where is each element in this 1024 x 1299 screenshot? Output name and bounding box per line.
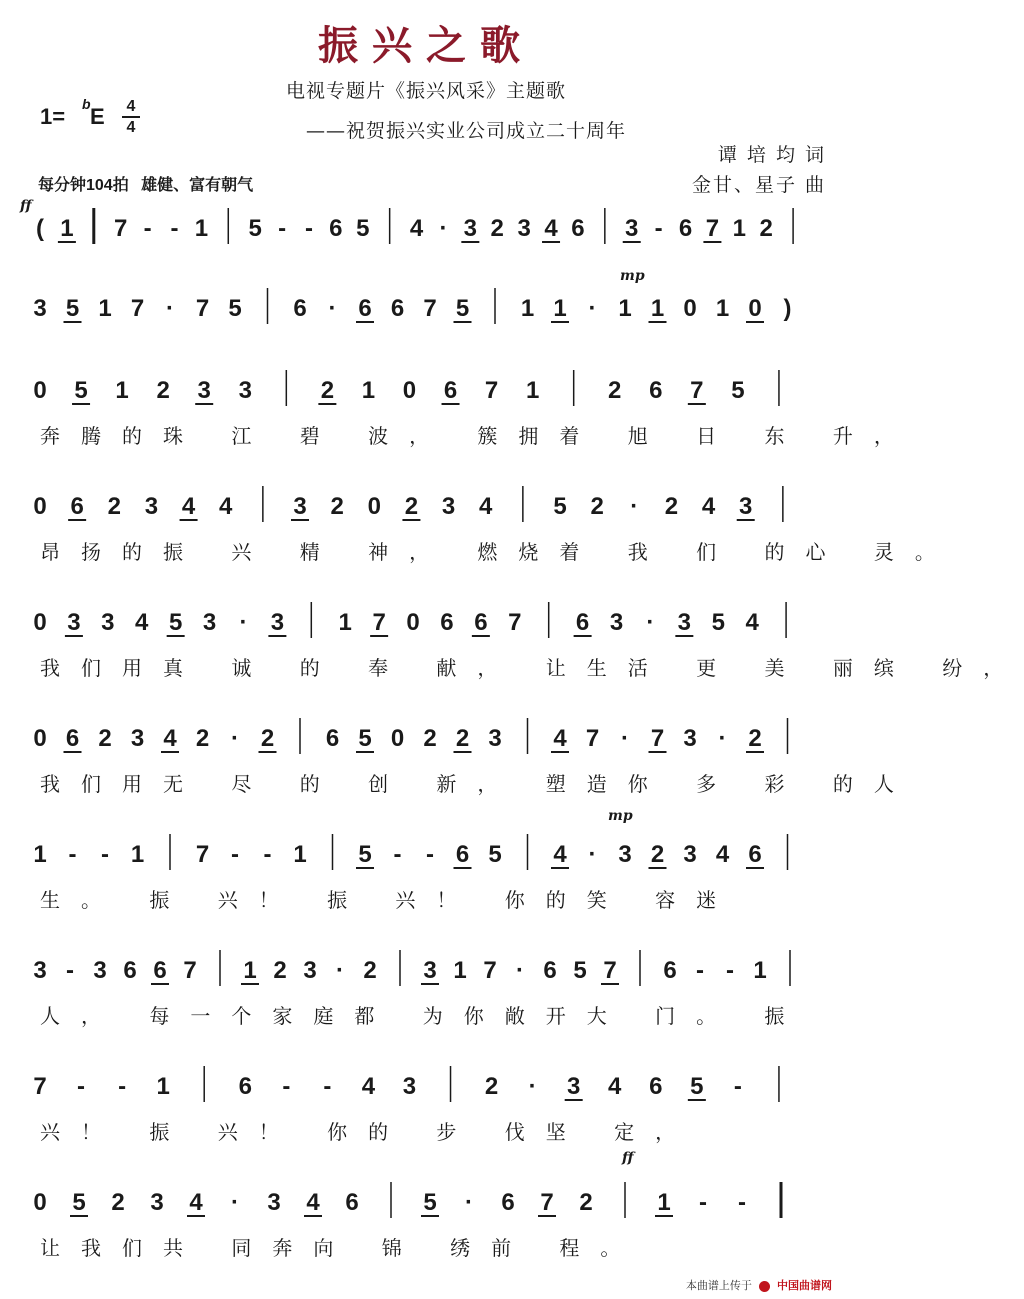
note-digit: 4 <box>544 215 558 242</box>
notation-line <box>30 478 830 528</box>
dynamic-ff: ff <box>20 198 32 214</box>
note-digit: 3 <box>144 493 159 520</box>
note-digit: 6 <box>748 841 762 868</box>
subtitle-primary: 电视专题片《振兴风采》主题歌 <box>285 80 566 102</box>
lyrics-line: 人， 每一个家庭都 为你敞开大 门。 振 <box>40 1004 806 1028</box>
note-digit: 5 <box>72 1189 86 1216</box>
note-digit: 2 <box>320 377 335 404</box>
notation-svg <box>30 200 830 254</box>
note-digit: 7 <box>195 841 210 868</box>
note-digit: 1 <box>156 1073 170 1100</box>
note-digit: 6 <box>501 1189 515 1216</box>
dash-note: - <box>263 841 272 868</box>
notation-line <box>30 1058 830 1108</box>
note-digit: 5 <box>711 609 725 636</box>
note-digit: 6 <box>358 295 372 322</box>
dash-note: - <box>426 841 434 868</box>
note-digit: 2 <box>98 725 112 752</box>
note-digit: 7 <box>650 725 665 752</box>
dash-note: - <box>304 215 313 242</box>
note-digit: 6 <box>663 957 677 984</box>
dot-mark: · <box>336 957 344 984</box>
note-digit: 3 <box>267 1189 281 1216</box>
notation-svg <box>30 826 830 880</box>
note-digit: 5 <box>74 377 88 404</box>
note-digit: 3 <box>625 215 639 242</box>
notation-line <box>30 1174 830 1224</box>
note-digit: 4 <box>189 1189 203 1216</box>
dash-note: - <box>696 957 704 984</box>
dash-note: - <box>282 1073 291 1100</box>
note-digit: 3 <box>93 957 107 984</box>
note-digit: 5 <box>690 1073 704 1100</box>
note-digit: 0 <box>33 377 47 404</box>
note-digit: 3 <box>423 957 437 984</box>
note-digit: 7 <box>508 609 522 636</box>
note-digit: 6 <box>543 957 557 984</box>
key-tonic: E <box>90 104 105 129</box>
note-digit: 0 <box>683 295 697 322</box>
note-digit: 2 <box>759 215 773 242</box>
note-digit: 6 <box>649 1073 663 1100</box>
note-digit: 5 <box>731 377 745 404</box>
note-digit: 6 <box>70 493 84 520</box>
dash-note: - <box>654 215 663 242</box>
note-digit: 3 <box>677 609 692 636</box>
dot-mark: · <box>646 609 655 636</box>
note-digit: 4 <box>219 493 233 520</box>
note-digit: 1 <box>525 377 540 404</box>
note-digit: 0 <box>748 295 762 322</box>
dot-mark: · <box>231 1189 239 1216</box>
note-digit: 4 <box>553 841 567 868</box>
note-digit: 6 <box>345 1189 359 1216</box>
dot-mark: · <box>231 725 239 752</box>
note-digit: 1 <box>650 295 665 322</box>
dash-note: - <box>77 1073 86 1100</box>
notation-svg <box>30 280 830 334</box>
note-digit: 4 <box>553 725 567 752</box>
dot-mark: · <box>588 295 597 322</box>
notation-line <box>30 280 830 330</box>
note-digit: 7 <box>585 725 600 752</box>
note-digit: 3 <box>463 215 478 242</box>
note-digit: 3 <box>101 609 115 636</box>
credits <box>692 140 826 200</box>
lyrics-line: 昂扬的振 兴 精 神， 燃烧着 我 们 的心 灵。 <box>40 540 956 564</box>
dot-mark: · <box>239 609 248 636</box>
note-digit: 0 <box>406 609 420 636</box>
note-digit: 3 <box>739 493 753 520</box>
note-digit: 6 <box>678 215 693 242</box>
note-digit: 1 <box>618 295 632 322</box>
notation-svg <box>30 710 830 764</box>
note-digit: 0 <box>402 377 417 404</box>
lyricist-credit: 谭 培 均 词 <box>717 144 826 166</box>
notation-line <box>30 710 830 760</box>
note-digit: 4 <box>701 493 716 520</box>
note-digit: 6 <box>649 377 663 404</box>
notation-svg <box>30 1174 830 1228</box>
note-digit: 1 <box>715 295 730 322</box>
note-digit: 6 <box>575 609 590 636</box>
note-digit: 5 <box>248 215 262 242</box>
note-digit: 5 <box>553 493 567 520</box>
note-digit: 4 <box>608 1073 622 1100</box>
note-digit: 1 <box>753 957 767 984</box>
note-digit: 2 <box>107 493 121 520</box>
note-digit: 0 <box>33 725 47 752</box>
note-digit: 3 <box>441 493 456 520</box>
note-digit: ( <box>36 215 44 242</box>
note-digit: 4 <box>715 841 730 868</box>
dot-mark: · <box>516 957 524 984</box>
dot-mark: · <box>328 295 337 322</box>
note-digit: 5 <box>358 841 372 868</box>
note-digit: 7 <box>690 377 704 404</box>
note-digit: 5 <box>423 1189 437 1216</box>
notation-line <box>30 826 830 876</box>
site-logo-icon <box>759 1281 770 1292</box>
note-digit: 6 <box>440 609 454 636</box>
note-digit: 0 <box>33 1189 47 1216</box>
note-digit: 7 <box>372 609 386 636</box>
dash-note: - <box>170 215 179 242</box>
note-digit: 7 <box>195 295 210 322</box>
lyrics-line: 我们用真 诚 的 奉 献， 让生活 更 美 丽缤 纷， <box>40 656 1024 680</box>
note-digit: 1 <box>194 215 209 242</box>
key-degree: 1= <box>40 104 66 129</box>
note-digit: 1 <box>98 295 112 322</box>
note-digit: 1 <box>243 957 257 984</box>
note-digit: 4 <box>361 1073 376 1100</box>
note-digit: 1 <box>657 1189 671 1216</box>
dot-mark: · <box>588 841 597 868</box>
site-name: 中国曲谱网 <box>777 1280 832 1292</box>
note-digit: 7 <box>114 215 128 242</box>
note-digit: 6 <box>390 295 405 322</box>
dash-note: - <box>231 841 239 868</box>
note-digit: 3 <box>488 725 502 752</box>
dash-note: - <box>738 1189 746 1216</box>
notation-svg <box>30 362 830 416</box>
note-digit: 2 <box>590 493 604 520</box>
note-digit: 0 <box>367 493 381 520</box>
note-digit: 3 <box>130 725 145 752</box>
note-digit: 7 <box>423 295 437 322</box>
note-digit: 3 <box>609 609 624 636</box>
lyrics-line: 兴！ 振 兴！ 你的 步 伐坚 定， <box>40 1120 697 1144</box>
notation-svg <box>30 942 830 996</box>
note-digit: 0 <box>33 609 47 636</box>
note-digit: 4 <box>409 215 424 242</box>
note-digit: 2 <box>664 493 679 520</box>
note-digit: 2 <box>608 377 622 404</box>
note-digit: 5 <box>356 215 370 242</box>
note-digit: 1 <box>130 841 145 868</box>
note-digit: 5 <box>488 841 502 868</box>
note-digit: 3 <box>402 1073 417 1100</box>
time-signature: 4 4 <box>122 98 140 136</box>
note-digit: ) <box>783 295 792 322</box>
note-digit: 3 <box>67 609 81 636</box>
dot-mark: · <box>528 1073 537 1100</box>
notation-line <box>30 942 830 992</box>
note-digit: 2 <box>484 1073 499 1100</box>
note-digit: 2 <box>363 957 377 984</box>
note-digit: 1 <box>33 841 47 868</box>
note-digit: 1 <box>520 295 535 322</box>
note-digit: 5 <box>65 295 80 322</box>
note-digit: 5 <box>573 957 587 984</box>
dynamic-mp: mp <box>620 268 645 284</box>
note-digit: 2 <box>260 725 275 752</box>
note-digit: 3 <box>618 841 632 868</box>
note-digit: 3 <box>303 957 317 984</box>
dot-mark: · <box>439 215 448 242</box>
note-digit: 7 <box>483 957 497 984</box>
note-digit: 2 <box>423 725 437 752</box>
note-digit: 3 <box>202 609 217 636</box>
note-digit: 5 <box>168 609 183 636</box>
note-digit: 4 <box>163 725 177 752</box>
note-digit: 1 <box>293 841 307 868</box>
note-digit: 7 <box>130 295 145 322</box>
dash-note: - <box>66 957 74 984</box>
note-digit: 6 <box>329 215 343 242</box>
page-title: 振兴之歌 <box>318 22 534 69</box>
dash-note: - <box>118 1073 127 1100</box>
tempo-mood: 雄健、富有朝气 <box>141 177 254 194</box>
note-digit: 0 <box>390 725 405 752</box>
note-digit: 6 <box>293 295 307 322</box>
lyrics-line: 奔腾的珠 江 碧 波， 簇拥着 旭 日 东 升， <box>40 424 915 448</box>
note-digit: 7 <box>603 957 617 984</box>
note-digit: 3 <box>683 841 697 868</box>
note-digit: 1 <box>115 377 129 404</box>
note-digit: 1 <box>361 377 376 404</box>
dot-mark: · <box>166 295 174 322</box>
note-digit: 4 <box>135 609 149 636</box>
note-digit: 3 <box>567 1073 581 1100</box>
notation-line <box>30 200 830 250</box>
lyrics-line: 我们用无 尽 的 创 新， 塑造你 多 彩 的人 <box>40 772 915 796</box>
note-digit: 5 <box>358 725 372 752</box>
subtitle-dedication: ——祝贺振兴实业公司成立二十周年 <box>305 120 626 142</box>
note-digit: 4 <box>181 493 196 520</box>
tempo-marking <box>38 172 253 195</box>
note-digit: 1 <box>60 215 74 242</box>
note-digit: 1 <box>732 215 746 242</box>
note-digit: 6 <box>455 841 470 868</box>
dot-mark: · <box>718 725 727 752</box>
note-digit: 0 <box>33 493 47 520</box>
note-digit: 4 <box>745 609 759 636</box>
flat-sign: b <box>82 96 91 112</box>
dash-note: - <box>726 957 734 984</box>
dynamic-mp: mp <box>608 808 633 824</box>
note-digit: 4 <box>306 1189 320 1216</box>
dash-note: - <box>68 841 77 868</box>
lyrics-line: 让我们共 同奔向 锦 绣前 程。 <box>40 1236 642 1260</box>
note-digit: 3 <box>150 1189 164 1216</box>
note-digit: 7 <box>183 957 197 984</box>
note-digit: 5 <box>455 295 470 322</box>
note-digit: 2 <box>330 493 344 520</box>
note-digit: 1 <box>553 295 567 322</box>
dash-note: - <box>323 1073 332 1100</box>
note-digit: 2 <box>156 377 170 404</box>
note-digit: 3 <box>683 725 697 752</box>
note-digit: 6 <box>571 215 585 242</box>
note-digit: 6 <box>65 725 80 752</box>
footer <box>686 1277 832 1293</box>
note-digit: 6 <box>238 1073 252 1100</box>
notation-svg <box>30 478 830 532</box>
note-digit: 2 <box>455 725 470 752</box>
note-digit: 1 <box>453 957 467 984</box>
notation-svg <box>30 1058 830 1112</box>
dot-mark: · <box>621 725 629 752</box>
dash-note: - <box>393 841 402 868</box>
dash-note: - <box>699 1189 707 1216</box>
dot-mark: · <box>465 1189 473 1216</box>
note-digit: 2 <box>404 493 419 520</box>
dynamic-ff: ff <box>622 1150 634 1166</box>
note-digit: 2 <box>490 215 504 242</box>
note-digit: 3 <box>293 493 307 520</box>
note-digit: 7 <box>705 215 720 242</box>
note-digit: 3 <box>33 957 47 984</box>
dash-note: - <box>101 841 109 868</box>
notation-line <box>30 594 830 644</box>
dot-mark: · <box>630 493 639 520</box>
note-digit: 7 <box>33 1073 47 1100</box>
dash-note: - <box>278 215 287 242</box>
note-digit: 6 <box>443 377 458 404</box>
tempo-bpm: 每分钟104拍 <box>38 177 129 194</box>
notation-svg <box>30 594 830 648</box>
note-digit: 2 <box>748 725 762 752</box>
dash-note: - <box>733 1073 742 1100</box>
note-digit: 1 <box>338 609 352 636</box>
note-digit: 3 <box>270 609 285 636</box>
note-digit: 3 <box>517 215 531 242</box>
note-digit: 6 <box>153 957 167 984</box>
note-digit: 6 <box>474 609 488 636</box>
notation-line <box>30 362 830 412</box>
note-digit: 3 <box>33 295 47 322</box>
note-digit: 6 <box>325 725 340 752</box>
dash-note: - <box>143 215 152 242</box>
note-digit: 4 <box>479 493 493 520</box>
note-digit: 2 <box>273 957 287 984</box>
note-digit: 3 <box>197 377 211 404</box>
lyrics-line: 生。 振 兴！ 振 兴！ 你的笑 容迷 <box>40 888 738 912</box>
note-digit: 7 <box>484 377 499 404</box>
note-digit: 5 <box>228 295 242 322</box>
note-digit: 2 <box>111 1189 125 1216</box>
upload-note: 本曲谱上传于 <box>685 1280 752 1292</box>
note-digit: 3 <box>238 377 252 404</box>
note-digit: 2 <box>195 725 210 752</box>
note-digit: 2 <box>650 841 665 868</box>
composer-credit: 金甘、星子 曲 <box>691 174 826 196</box>
note-digit: 7 <box>540 1189 554 1216</box>
note-digit: 6 <box>123 957 137 984</box>
note-digit: 2 <box>579 1189 593 1216</box>
